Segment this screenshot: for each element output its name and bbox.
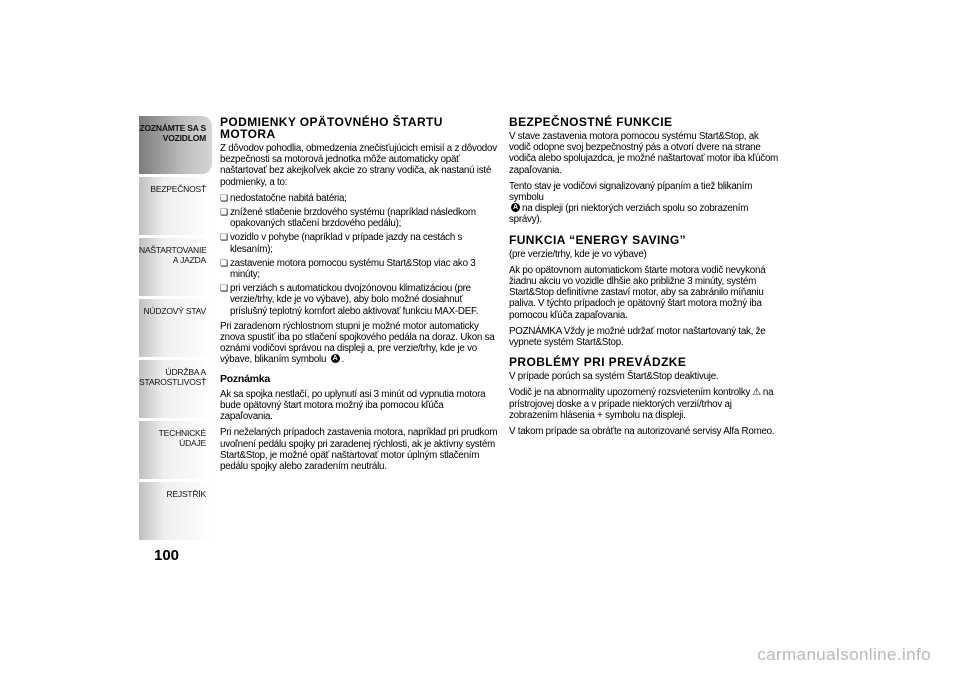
tab-label: REJSTŘÍK (166, 489, 206, 499)
section-heading: PODMIENKY OPÄTOVNÉHO ŠTARTU MOTORA (220, 115, 443, 141)
tab-emergency[interactable] (139, 299, 212, 357)
tab-label: TECHNICKÉ ÚDAJE (158, 428, 206, 448)
section-heading: FUNKCIA “ENERGY SAVING” (509, 232, 686, 247)
paragraph (509, 181, 781, 226)
paragraph-text: na displeji (pri niektorých verziách spolu so zobrazením správy). (509, 203, 749, 226)
tab-label: ZOZNÁMTE SA S VOZIDLOM (139, 123, 206, 143)
paragraph (509, 387, 781, 421)
tab-index[interactable] (139, 482, 212, 540)
list-item: ❏ vozidlo v pohybe (napríklad v prípade jazdy na cestách s klesaním); (220, 232, 498, 254)
start-stop-symbol-icon (511, 203, 520, 212)
paragraph: V stave zastavenia motora pomocou systému Start&Stop, ak vodič odopne svoj bezpečnostný pás a otvorí dvere na strane vodiča alebo spolujazdca, je možné naštartovať motor iba kľúčom zapaľovania. (509, 131, 779, 176)
list-item: ❏ zastavenie motora pomocou systému Start&Stop viac ako 3 minúty; (220, 258, 498, 280)
tab-label: ÚDRŽBA A STAROSTLIVOSŤ (139, 367, 207, 387)
paragraph-text: na prístrojovej doske a v prípade niektorých verzií/trhov aj zobrazením hlásenia + symbolu na displeji. (509, 387, 774, 421)
paragraph-text: Tento stav je vodičovi signalizovaný pípaním a tiež blikaním symbolu (509, 180, 753, 204)
left-column (220, 116, 498, 477)
page-number: 100 (154, 547, 180, 564)
note-title: Poznámka (220, 372, 270, 385)
watermark: carmanualsonline.info (757, 645, 931, 664)
intro-paragraph: Z dôvodov pohodlia, obmedzenia znečisťujúcich emisií a z dôvodov bezpečnosti sa motorová jednotka môže automaticky opäť naštartovať bez akejkoľvek akcie zo strany vodiča, ak nastanú isté podmienky, a to: (220, 143, 497, 188)
list-item: ❏ nedostatočne nabitá batéria; (220, 193, 498, 204)
section-subtitle: (pre verzie/trhy, kde je vo výbave) (509, 248, 647, 260)
section-heading: PROBLÉMY PRI PREVÁDZKE (509, 355, 687, 370)
list-item: ❏ znížené stlačenie brzdového systému (napríklad následkom opakovaných stlačení brzdového pedálu); (220, 207, 498, 229)
right-column (509, 116, 781, 442)
paragraph: Ak po opätovnom automatickom štarte motora vodič nevykoná žiadnu akciu vo vozidle dlhšie ako približne 3 minúty, systém Start&Stop definitívne zastaví motor, aby sa zabránilo míňaniu paliva. V týchto prípadoch je opätovný štart motora možný iba pomocou kľúča zapaľovania. (509, 264, 766, 321)
tab-starting-driving[interactable] (139, 238, 212, 296)
paragraph-text: Vodič je na abnormality upozornený rozsvietením kontrolky (509, 387, 751, 399)
paragraph: POZNÁMKA Vždy je možné udržať motor naštartovaný tak, že vypnete systém Start&Stop. (509, 325, 766, 349)
paragraph: V takom prípade sa obráťte na autorizované servisy Alfa Romeo. (509, 426, 775, 438)
paragraph-text: Pri zaradenom rýchlostnom stupni je možné motor automaticky znova spustiť iba po stlačení spojkového pedála na doraz. Ukon sa oznámi vodičovi správou na displeji a, pre verzie/trhy, kde je vo výbave, blikaním symbolu (220, 320, 495, 366)
note-paragraph: Pri neželaných prípadoch zastavenia motora, napríklad pri prudkom uvoľnení pedálu spojky pri zaradenej rýchlosti, ak je aktívny systém Start&Stop, je možné opäť naštartovať motor úplným stlačením pedálu spojky alebo zaradením neutrálu. (220, 427, 498, 473)
tab-maintenance[interactable] (139, 360, 212, 418)
tab-label: NAŠTARTOVANIE A JAZDA (139, 245, 207, 265)
section-heading: BEZPEČNOSTNÉ FUNKCIE (509, 115, 673, 129)
list-item: ❏ pri verziách s automatickou dvojzónovou klimatizáciou (pre verzie/trhy, kde je vo výbave), aby bolo možné dosiahnuť príslušný teplotný komfort alebo aktivovať funkciu MAX-DEF. (220, 283, 498, 317)
restart-paragraph (220, 321, 498, 366)
start-stop-symbol-icon (331, 354, 340, 363)
tab-label: NÚDZOVÝ STAV (143, 306, 206, 316)
paragraph-text: . (341, 354, 345, 366)
tab-vehicle[interactable] (139, 116, 212, 174)
chapter-sidebar (139, 116, 212, 543)
warning-triangle-icon: ⚠ (752, 387, 761, 399)
paragraph: V prípade porúch sa systém Štart&Stop deaktivuje. (509, 371, 719, 383)
tab-safety[interactable] (139, 177, 212, 235)
tab-label: BEZPEČNOSŤ (150, 184, 206, 194)
note-paragraph: Ak sa spojka nestlačí, po uplynutí asi 3 minút od vypnutia motora bude opätovný štart motora možný iba pomocou kľúča zapaľovania. (220, 388, 486, 423)
tab-technical-data[interactable] (139, 421, 212, 479)
conditions-list (220, 193, 498, 317)
